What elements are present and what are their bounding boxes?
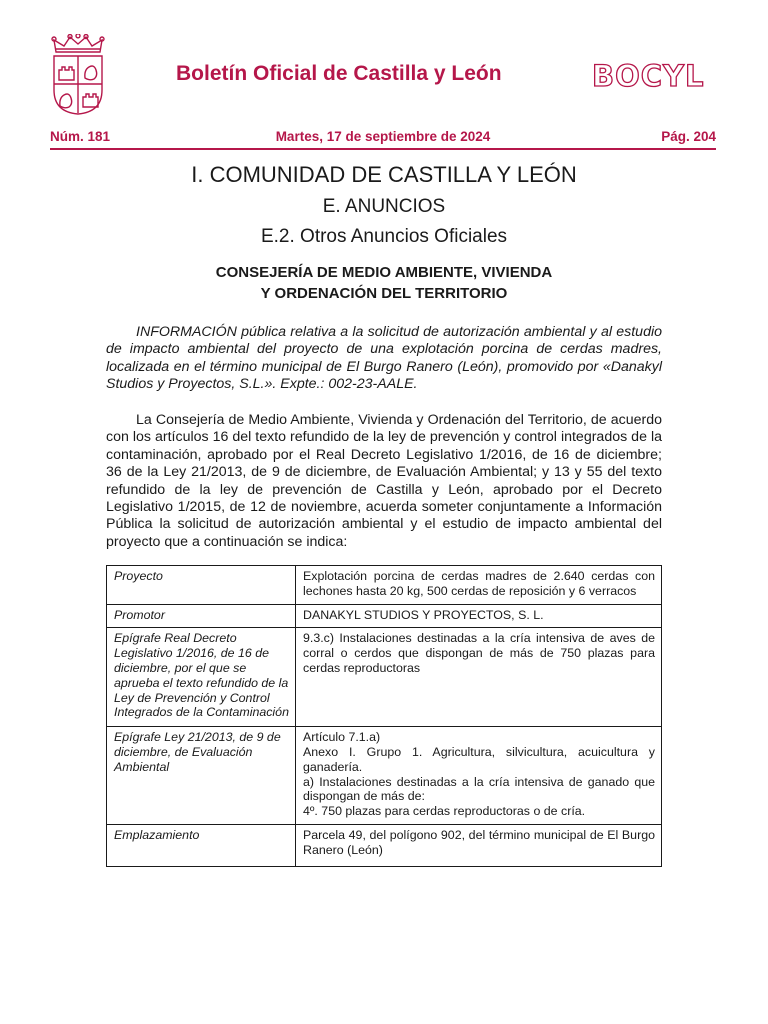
- section-level-2: E. ANUNCIOS: [322, 196, 446, 217]
- row-label-project: Proyecto: [107, 566, 296, 605]
- row-value-law-epigraph: [296, 727, 662, 825]
- bulletin-title: Boletín Oficial de Castilla y León: [176, 62, 502, 85]
- law-epigraph-line: a) Instalaciones destinadas a la cría intensiva de ganado que dispongan de más de:: [303, 774, 655, 804]
- announcement-summary: INFORMACIÓN pública relativa a la solicitud de autorización ambiental y al estudio de impacto ambiental del proyecto de una explotación porcina de cerdas madres, localizada en el término municipal de El Burgo Ranero (León), promovido por «Danakyl Studios y Proyectos, S.L.». Expte.: 002-23-AALE.: [106, 324, 662, 393]
- department-line-1: CONSEJERÍA DE MEDIO AMBIENTE, VIVIENDA: [215, 264, 553, 281]
- issue-meta-bar: [50, 128, 716, 150]
- law-epigraph-line: Artículo 7.1.a): [303, 730, 381, 745]
- table-row: [107, 727, 662, 825]
- row-label-location: Emplazamiento: [107, 824, 296, 866]
- issue-date: Martes, 17 de septiembre de 2024: [275, 129, 491, 144]
- department-heading: [0, 262, 768, 304]
- project-info-table: [106, 565, 662, 867]
- section-level-1: I. COMUNIDAD DE CASTILLA Y LEÓN: [191, 162, 577, 187]
- row-value-location: Parcela 49, del polígono 902, del término municipal de El Burgo Ranero (León): [296, 824, 662, 866]
- coat-of-arms-icon: [48, 34, 108, 116]
- table-row: [107, 566, 662, 605]
- row-value-project: Explotación porcina de cerdas madres de 2.640 cerdas con lechones hasta 20 kg, 500 cerdas de reposición y 6 verracos: [296, 566, 662, 605]
- row-value-rdl-epigraph: 9.3.c) Instalaciones destinadas a la cría intensiva de aves de corral o cerdos que dispongan de más de 750 plazas para cerdas reproductoras: [296, 628, 662, 727]
- section-level-3: E.2. Otros Anuncios Oficiales: [260, 226, 508, 247]
- law-epigraph-line: 4º. 750 plazas para cerdas reproductoras o de cría.: [303, 804, 586, 819]
- bocyl-logo: [592, 60, 718, 92]
- row-label-law-epigraph: Epígrafe Ley 21/2013, de 9 de diciembre, de Evaluación Ambiental: [107, 727, 296, 825]
- issue-number: Núm. 181: [50, 129, 111, 144]
- row-label-rdl-epigraph: Epígrafe Real Decreto Legislativo 1/2016, de 16 de diciembre, por el que se aprueba el texto refundido de la Ley de Prevención y Control Integrados de la Contaminación: [107, 628, 296, 727]
- page-number: Pág. 204: [661, 129, 716, 144]
- table-row: [107, 628, 662, 727]
- department-line-2: Y ORDENACIÓN DEL TERRITORIO: [260, 285, 508, 302]
- row-label-promoter: Promotor: [107, 604, 296, 628]
- law-epigraph-line: Anexo I. Grupo 1. Agricultura, silvicultura, acuicultura y ganadería.: [303, 744, 655, 774]
- announcement-body: La Consejería de Medio Ambiente, Vivienda y Ordenación del Territorio, de acuerdo con los artículos 16 del texto refundido de la ley de prevención y control integrados de la contaminación, aprobado por el Real Decreto Legislativo 1/2016, de 16 de diciembre; 36 de la Ley 21/2013, de 9 de diciembre, de Evaluación Ambiental; y 13 y 55 del texto refundido de la ley de prevención de Castilla y León, aprobado por el Decreto Legislativo 1/2015, de 12 de noviembre, acuerda someter conjuntamente a Información Pública la solicitud de autorización ambiental y el estudio de impacto ambiental del proyecto que a continuación se indica:: [106, 412, 662, 550]
- table-row: [107, 824, 662, 866]
- svg-text:BOCYL: BOCYL: [592, 60, 705, 92]
- row-value-promoter: DANAKYL STUDIOS Y PROYECTOS, S. L.: [296, 604, 662, 628]
- table-row: [107, 604, 662, 628]
